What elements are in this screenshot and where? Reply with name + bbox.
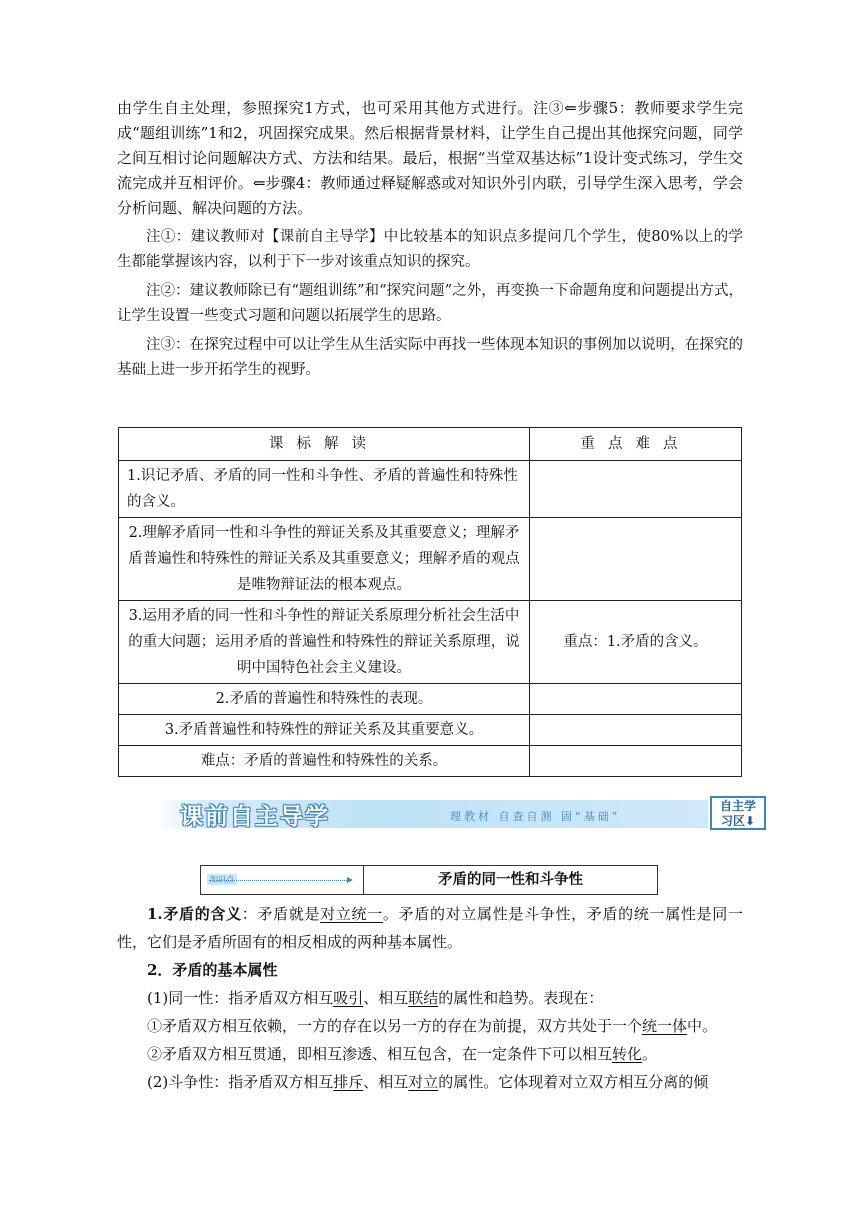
knowledge-point-tag	[201, 866, 364, 894]
text-run: (1)同一性：指矛盾双方相互	[147, 989, 334, 1007]
text-run: ①矛盾双方相互依赖，一方的存在以另一方的存在为前提，双方共处于一个	[147, 1017, 643, 1035]
text-run: 、相互	[363, 989, 409, 1007]
badge-line-1: 自主学	[719, 799, 756, 813]
header-curriculum: 课标解读	[119, 428, 530, 461]
table-cell-right	[530, 461, 742, 518]
table-cell-right	[530, 715, 742, 746]
table-row	[119, 746, 742, 777]
text-run: ②矛盾双方相互贯通，即相互渗透、相互包含，在一定条件下可以相互	[147, 1045, 613, 1063]
table-cell-left: 2.理解矛盾同一性和斗争性的辩证关系及其重要意义；理解矛盾普遍性和特殊性的辩证关系及其重要意义；理解矛盾的观点是唯物辩证法的根本观点。	[119, 518, 530, 601]
answer-blank: 联结	[408, 989, 439, 1007]
content-section	[117, 900, 743, 1096]
banner-subtitle: 理教材 自查自测 固“基础”	[450, 810, 621, 823]
knowledge-point-title: 矛盾的同一性和斗争性	[438, 872, 583, 888]
table-row	[119, 715, 742, 746]
table-cell-right	[530, 684, 742, 715]
answer-blank: 对立统一	[320, 905, 383, 923]
table-cell-right	[530, 746, 742, 777]
banner-title: 课前自主导学	[180, 804, 330, 830]
table-cell-left: 难点：矛盾的普遍性和特殊性的关系。	[119, 746, 530, 777]
table-header-row	[119, 428, 742, 461]
curriculum-table	[118, 427, 742, 777]
header-key-points: 重点难点	[530, 428, 742, 461]
answer-blank: 统一体	[642, 1017, 688, 1035]
text-run: 中。	[687, 1017, 718, 1035]
intro-paragraph: 由学生自主处理，参照探究1方式，也可采用其他方式进行。注③⇐步骤5：教师要求学生完成“题组训练”1和2，巩固探究成果。然后根据背景材料，让学生自己提出其他探究问题，同学之间互相讨论问题解决方式、方法和结果。最后，根据“当堂双基达标”1设计变式练习，学生交流完成并互相评价。⇐步骤4：教师通过释疑解惑或对知识外引内联，引导学生深入思考，学会分析问题、解决问题的方法。	[117, 99, 743, 217]
study-area-badge	[710, 796, 766, 830]
definition-label: 1.矛盾的含义	[147, 905, 242, 923]
note-2: 注②：建议教师除已有“题组训练”和“探究问题”之外，再变换一下命题角度和问题提出方式，让学生设置一些变式习题和问题以拓展学生的思路。	[117, 283, 743, 324]
answer-blank: 吸引	[333, 989, 364, 1007]
text-run: (2)斗争性：指矛盾双方相互	[147, 1073, 334, 1091]
table-row	[119, 518, 742, 601]
intro-section	[117, 96, 743, 383]
identity-point-2	[117, 1040, 743, 1068]
identity-point-1	[117, 1012, 743, 1040]
subheading-text: 2．矛盾的基本属性	[147, 961, 278, 979]
section-banner	[158, 796, 768, 832]
struggle-paragraph	[117, 1068, 743, 1096]
table-cell-left: 3.运用矛盾的同一性和斗争性的辩证关系原理分析社会生活中的重大问题；运用矛盾的普遍性和特殊性的辩证关系原理，说明中国特色社会主义建设。	[119, 601, 530, 684]
table-row	[119, 684, 742, 715]
note-3: 注③：在探究过程中可以让学生从生活实际中再找一些体现本知识的事例加以说明，在探究的基础上进一步开拓学生的视野。	[117, 337, 743, 378]
note-1: 注①：建议教师对【课前自主导学】中比较基本的知识点多提问几个学生，使80%以上的学生都能掌握该内容，以利于下一步对该重点知识的探究。	[117, 229, 743, 270]
text-run: 。矛盾的对立属性是斗争性，矛盾的统一属性是同一性，它们是矛盾所固有的相反相成的两种基本属性。	[117, 905, 743, 951]
table-cell-left: 3.矛盾普遍性和特殊性的辩证关系及其重要意义。	[119, 715, 530, 746]
table-cell-right: 重点：1.矛盾的含义。	[530, 601, 742, 684]
subheading	[117, 956, 743, 984]
knowledge-point-header	[200, 865, 658, 895]
answer-blank: 对立	[408, 1073, 439, 1091]
table-row	[119, 461, 742, 518]
identity-paragraph	[117, 984, 743, 1012]
table-cell-right	[530, 518, 742, 601]
table-cell-left: 1.识记矛盾、矛盾的同一性和斗争性、矛盾的普遍性和特殊性的含义。	[119, 461, 530, 518]
table-row	[119, 601, 742, 684]
text-run: 、相互	[363, 1073, 409, 1091]
badge-line-2: 习区⬇	[720, 814, 756, 828]
text-run: ：矛盾就是	[241, 905, 321, 923]
arrow-right-icon	[209, 880, 349, 881]
text-run: 。	[642, 1045, 658, 1063]
answer-blank: 排斥	[333, 1073, 364, 1091]
table-cell-left: 2.矛盾的普遍性和特殊性的表现。	[119, 684, 530, 715]
text-run: 的属性。它体现着对立双方相互分离的倾	[438, 1073, 709, 1091]
definition-paragraph	[117, 900, 743, 956]
answer-blank: 转化	[612, 1045, 643, 1063]
text-run: 的属性和趋势。表现在：	[438, 989, 604, 1007]
knowledge-chip: 知识点	[207, 874, 237, 885]
